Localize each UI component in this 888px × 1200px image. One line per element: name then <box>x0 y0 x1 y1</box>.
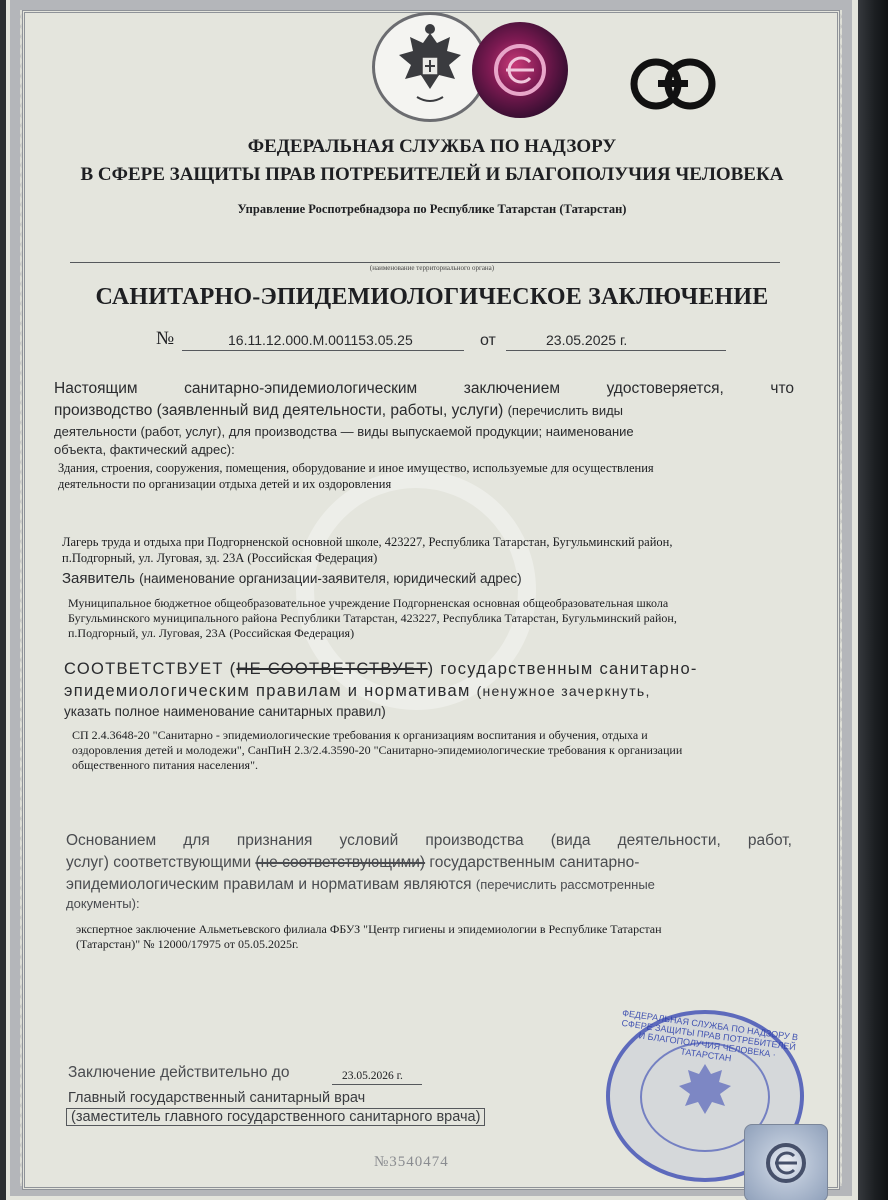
struck-not-conforms: НЕ СООТВЕТСТВУЕТ <box>236 660 428 678</box>
basis-line-3 <box>66 876 655 894</box>
conformity-line-2 <box>64 682 651 701</box>
expert-opinion <box>76 922 662 952</box>
rules-line-3: общественного питания населения". <box>72 758 258 772</box>
expert-line-1: экспертное заключение Альметьевского филиала ФБУЗ "Центр гигиены и эпидемиологии в Республике Татарстан <box>76 922 662 936</box>
conformity-line-3-hint: указать полное наименование санитарных правил) <box>64 704 386 719</box>
conformity-line-1-rest: государственным санитарно- <box>440 660 698 678</box>
open-paren: ( <box>229 660 237 678</box>
basis-line-2 <box>66 854 639 872</box>
conformity-mark-icon <box>628 56 718 112</box>
object-line-2: деятельности по организации отдыха детей и их оздоровления <box>58 477 392 491</box>
object-address <box>62 534 672 566</box>
struck-not-conforming: (не соответствующими) <box>255 854 426 871</box>
intro-line-3: деятельности (работ, услуг), для производства — виды выпускаемой продукции; наименование <box>54 424 634 439</box>
coat-of-arms-emblem <box>372 12 488 122</box>
close-paren: ) <box>427 660 435 678</box>
rules-line-2: оздоровления детей и молодежи", СанПиН 2.3/2.4.3590-20 "Санитарно-эпидемиологические требования к организации <box>72 743 683 757</box>
basis-line-1: Основанием для признания условий производства (вида деятельности, работ, <box>66 832 792 849</box>
basis-line-4-hint: документы): <box>66 896 140 911</box>
applicant-line-3: п.Подгорный, ул. Луговая, 23А (Российская Федерация) <box>68 626 355 640</box>
applicant-line-1: Муниципальное бюджетное общеобразовательное учреждение Подгорненская основная общеобразовательная школа <box>68 596 669 610</box>
basis-line-2-a: услуг) соответствующими <box>66 854 252 871</box>
validity-label: Заключение действительно до <box>68 1064 290 1081</box>
address-line-1: Лагерь труда и отдыха при Подгорненской основной школе, 423227, Республика Татарстан, Бугульминский район, <box>62 535 673 549</box>
from-label: от <box>480 332 496 349</box>
intro-line-1: Настоящим санитарно-эпидемиологическим заключением удостоверяется, что <box>54 380 794 397</box>
date-underline <box>506 350 726 351</box>
seal-circular-text: ФЕДЕРАЛЬНАЯ СЛУЖБА ПО НАДЗОРУ В СФЕРЕ ЗАЩИТЫ ПРАВ ПОТРЕБИТЕЛЕЙ И БЛАГОПОЛУЧИЯ ЧЕЛОВЕКА · ТАТАРСТАН <box>620 1007 799 1064</box>
conformity-line-2-main: эпидемиологическим правилам и нормативам <box>64 682 471 700</box>
agency-title-line2: В СФЕРЕ ЗАЩИТЫ ПРАВ ПОТРЕБИТЕЛЕЙ И БЛАГОПОЛУЧИЯ ЧЕЛОВЕКА <box>80 164 784 185</box>
object-line-1: Здания, строения, сооружения, помещения, оборудование и иное имущество, используемые для осуществления <box>58 461 654 475</box>
applicant-label-hint: (наименование организации-заявителя, юридический адрес) <box>139 571 522 586</box>
hologram-sticker <box>472 22 568 118</box>
intro-line-2-main: производство (заявленный вид деятельности, работы, услуги) <box>54 402 504 419</box>
intro-line-2-hint: (перечислить виды <box>507 403 624 418</box>
department-underline <box>70 262 780 263</box>
form-serial-number: №3540474 <box>374 1154 449 1170</box>
signatory-deputy: (заместитель главного государственного санитарного врача) <box>66 1108 485 1126</box>
department-caption: (наименование территориального органа) <box>369 264 495 272</box>
sanitary-rules <box>72 728 682 773</box>
object-description <box>58 460 654 492</box>
signatory-title: Главный государственный санитарный врач <box>68 1090 366 1106</box>
territorial-department: Управление Роспотребнадзора по Республике Татарстан (Татарстан) <box>237 202 627 216</box>
agency-title-line1: ФЕДЕРАЛЬНАЯ СЛУЖБА ПО НАДЗОРУ <box>247 136 617 157</box>
conclusion-number: 16.11.12.000.М.001153.05.25 <box>228 332 413 348</box>
rules-line-1: СП 2.4.3648-20 "Санитарно - эпидемиологические требования к организациям воспитания и обучения, отдыха и <box>72 728 648 742</box>
applicant-label <box>62 570 522 587</box>
certificate-document <box>6 0 858 1200</box>
applicant-line-2: Бугульминского муниципального района Республики Татарстан, 423227, Республика Татарстан, Бугульминский район, <box>68 611 677 625</box>
address-line-2: п.Подгорный, ул. Луговая, зд. 23А (Российская Федерация) <box>62 551 378 565</box>
issue-date: 23.05.2025 г. <box>546 332 628 348</box>
expert-line-2: (Татарстан)" № 12000/17975 от 05.05.2025г. <box>76 937 299 951</box>
intro-line-4: объекта, фактический адрес): <box>54 442 235 457</box>
basis-line-3-hint: (перечислить рассмотренные <box>475 877 655 892</box>
intro-line-2 <box>54 402 623 420</box>
hologram-sticker-bottom <box>744 1124 828 1200</box>
basis-line-2-b: государственным санитарно- <box>429 854 640 871</box>
conformity-line-1 <box>64 660 698 679</box>
conforms-word: СООТВЕТСТВУЕТ <box>64 660 224 678</box>
applicant-details <box>68 596 677 641</box>
basis-line-3-main: эпидемиологическим правилам и нормативам являются <box>66 876 472 893</box>
monitor-bezel <box>855 0 888 1200</box>
validity-underline <box>332 1084 422 1085</box>
number-underline <box>182 350 464 351</box>
validity-date: 23.05.2026 г. <box>342 1070 403 1082</box>
number-symbol: № <box>156 328 175 349</box>
conformity-line-2-hint: (ненужное зачеркнуть, <box>476 683 651 699</box>
applicant-label-main: Заявитель <box>62 570 135 587</box>
document-title: САНИТАРНО-ЭПИДЕМИОЛОГИЧЕСКОЕ ЗАКЛЮЧЕНИЕ <box>95 284 769 310</box>
